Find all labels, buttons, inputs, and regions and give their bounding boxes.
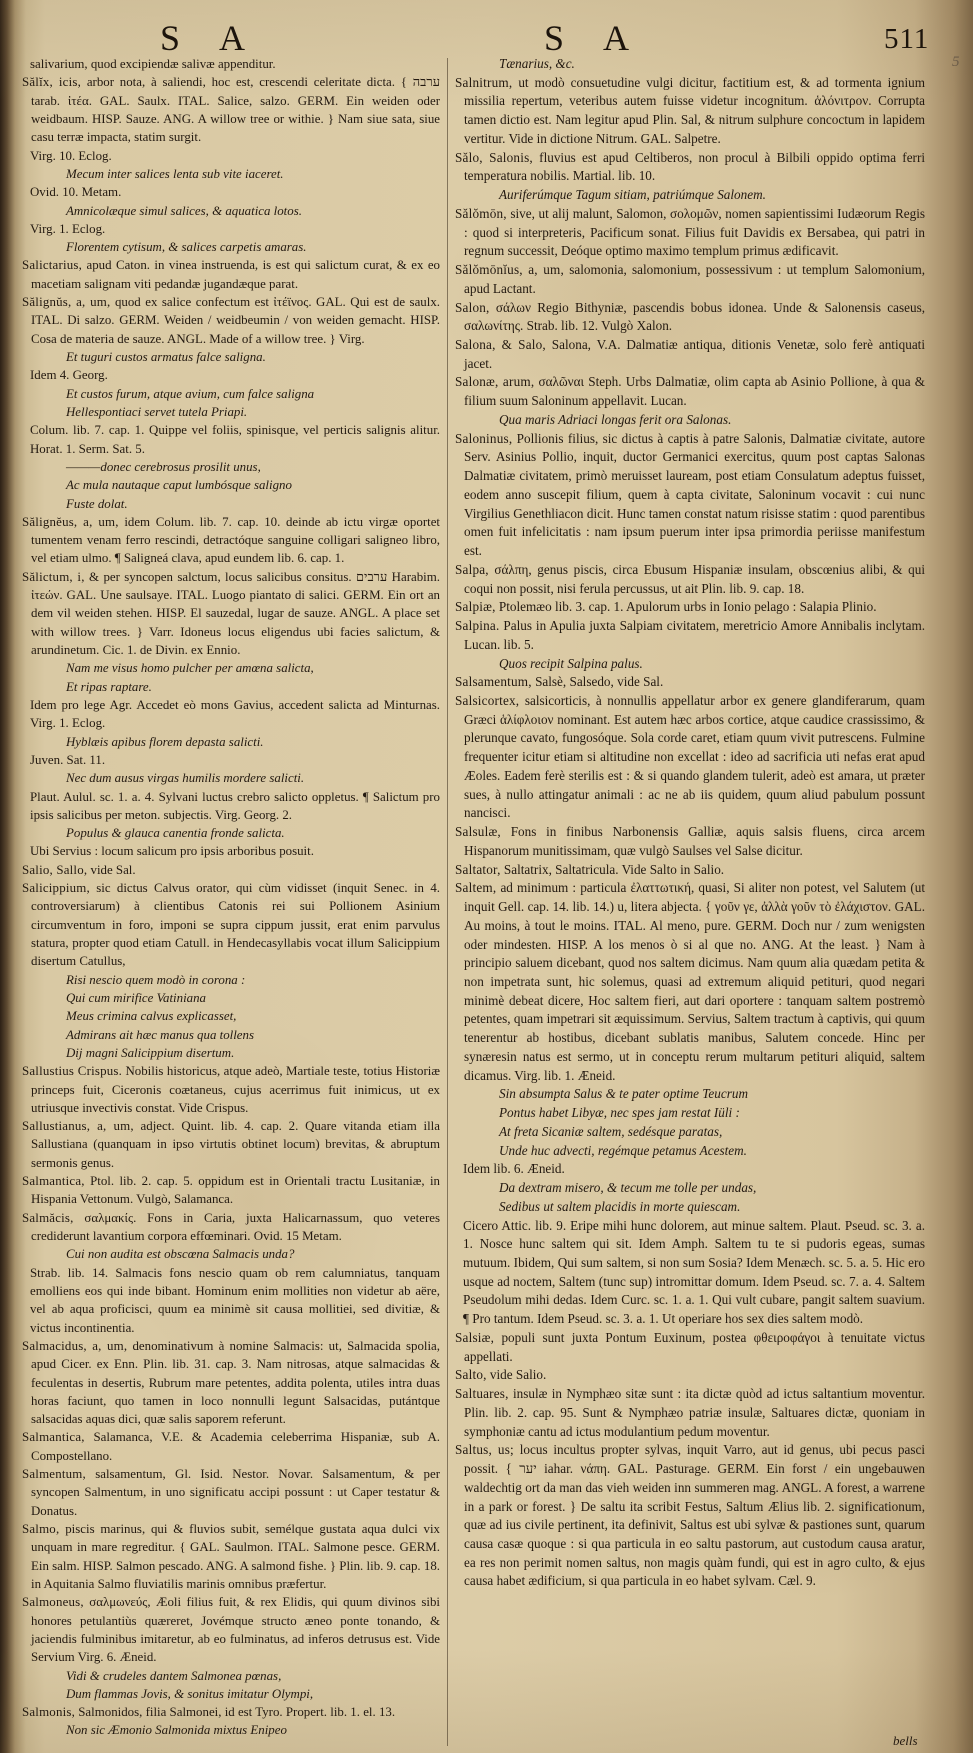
verse-quotation: Florentem cytisum, & salices carpetis amaras. (66, 240, 307, 255)
running-head-left: S A (160, 18, 262, 58)
entry-text: denominativum à nomine Salmacis: ut, Salmacida spolia, apud Cicer. ex Enn. Plin. lib. 31. cap. 3. Nam nitrosas, atque salmacidas & feculentas in desertis, Rubrum mare petentes, addita polenta, utiles intra duas horas faciunt, quo tamen in loco nonnulli legunt Salsacidas, putántque salsacidas aquas dici, quæ salis saporem referunt. (31, 1338, 440, 1427)
dictionary-entry (455, 598, 925, 617)
dictionary-entry (22, 1520, 440, 1593)
headword: Salicippium, (22, 881, 90, 896)
headword: Saloninus, (455, 430, 513, 446)
dictionary-entry (455, 205, 925, 261)
dictionary-entry (455, 1441, 925, 1591)
headword: Salonæ, arum, (455, 374, 535, 390)
headword: Salpa, (455, 561, 489, 577)
headword: Salpiæ, (455, 599, 496, 615)
dictionary-entry (455, 261, 925, 298)
citation-line: Juven. Sat. 11. (30, 752, 106, 767)
entry-text: insulæ in Nymphæo sitæ sunt : ita dictæ quòd ad ictus saltantium moventur. Plin. lib. 2. cap. 95. Sunt & Nymphæo patriæ insulæ, Saltuares dictæ, quoniam in symphoniæ cantu ad ictus modulantium pedum moventur. (464, 1386, 925, 1439)
entry-text: σάλων Regio Bithyniæ, pascendis bobus idonea. Unde & Salonensis caseus, σαλωνίτης. Strab. lib. 12. Vulgò Xalon. (464, 299, 925, 334)
verse-quotation: Fuste dolat. (66, 496, 128, 511)
headword: Salsiæ, (455, 1329, 495, 1345)
verse-quotation: Quos recipit Salpina palus. (499, 655, 643, 671)
headword: Salona, & Salo, (455, 337, 546, 353)
dictionary-entry (455, 1329, 925, 1366)
verse-quotation: Tænarius, &c. (499, 56, 575, 71)
headword: Sălignĕus, a, um, (22, 514, 119, 529)
verse-quotation: Nam me visus homo pulcher per amœna salicta, (66, 661, 314, 676)
verse-quotation: Auriferúmque Tagum sitiam, patriúmque Salonem. (499, 187, 766, 203)
dictionary-entry (22, 293, 440, 348)
verse-quotation: Ac mula nautaque caput lumbósque saligno (66, 478, 292, 493)
verse-quotation: Vidi & crudeles dantem Salmonea pœnas, (66, 1668, 282, 1683)
verse-quotation: Nec dum ausus virgas humilis mordere salicti. (66, 771, 305, 786)
entry-text: Nobilis historicus, atque adeò, Martiale teste, totius Historiæ princeps fuit, Ciceronis coætaneus, cujus acerrimus fuit inimicus, ut ex utriusque invectivis constat. Vide Crispus. (31, 1064, 440, 1115)
entry-text: Pollionis filius, sic dictus à captis à patre Salonis, Dalmatiæ civitate, autore Serv. Asinius Pollio, inquit, ductor Germanici exercitus, quum post captas Salonas Dalmatiæ civitatem, primò meruisset lauream, post etiam Consulatum adeptus fuisset, eodem anno suscepit filium, quem à capta civitate, Saloninum vocavit : cui nunc Virgilius Genethliacon dicit. Hunc tamen constat natum risisse statim : quod parentibus omen fuit infelicitatis : nam ipsum puerum inter ipsa primordia periisse manifestum est. (464, 430, 925, 559)
verse-quotation: Et custos furum, atque avium, cum falce saligna (66, 386, 315, 401)
dictionary-entry (22, 1062, 440, 1117)
entry-continuation: Cicero Attic. lib. 9. Eripe mihi hunc dolorem, aut minue saltem. Plaut. Pseud. sc. 3. a. 1. Nosce hunc saltem qui sit. Idem Amph. Saltem tu te si pudoris egeas, sumas mutuum. Ibidem, Qui sum saltem, si non sum Sosia? Idem Menæch. sc. 5. a. 5. Hic ero usque ad noctem, Saltem (tunc sup) intromittar domum. Idem Pseud. sc. 7. a. 4. Saltem Pseudolum mihi dedas. Idem Curc. sc. 1. a. 1. Qui vult cubare, pangit saltem suavium. ¶ Pro tantum. Idem Pseud. sc. 3. a. 1. Ut operiare hos sex dies saltem modò. (463, 1217, 925, 1327)
headword: Salmantica, (22, 1430, 85, 1445)
entry-text: vide Salio. (489, 1367, 547, 1383)
entry-text: & per syncopen salctum, locus salicibus consitus. ערבים Harabim. ἰτεών. GAL. Une saulsaye. ITAL. Luogo piantato di salici. GERM. Ein ort an dem vil weiden stehen. HISP. El sauzedal, lugar de sauze. ANGL. A place set with willow trees. } Varr. Idoneus locus eligendus ubi facies salictum, & arundinetum. Cic. 1. de Divin. ex Ennio. (31, 569, 440, 657)
verse-quotation: Sin absumpta Salus & te pater optime Teucrum (499, 1086, 748, 1102)
dictionary-entry (455, 1366, 925, 1385)
entry-text: Salamanca, V.E. & Academia celeberrima Hispaniæ, sub A. Compostellano. (31, 1430, 440, 1463)
verse-quotation: Hyblæis apibus florem depasta salicti. (66, 734, 264, 749)
entry-text: Salona, V.A. Dalmatiæ antiqua, ditionis Venetæ, solo ferè antiquati jacet. (464, 337, 925, 371)
entry-text: ad minimum : particula ἐλαττωτική, quasi, Si aliter non potest, vel Salutem (ut inquit Gell. cap. 14. lib. 14.) u, litera abjecta. { γοῦν γε, ἀλλὰ γοῦν τὸ ἐλάχιστον. GAL. Au moins, à tout le moins. ITAL. Al meno, pure. GERM. Doch nur / zum wenigsten oder mindesten. HISP. A los menos ò si al que no. ANG. At the least. } Nam à principio saluem dicebant, quod nos saltem dicimus. Nam quum alia quædam petita & non impetrata sunt, hic solemus, quasi ad extremum aliquid petituri, quod negari minimè debeat dicere, Hoc saltem fieri, aut dari oportere : tanquam saltem postremò petentes, quam impetrari sit æquissimum. Servius, Saltem tractum à captivis, qui quum tenerentur ab hostibus, dicebant sublatis manibus, Salutem concede. Hinc per synæresin natus est sermo, ut in conceptu rerum multarum petituri aliquid, saltem dicamus. Virg. lib. 1. Æneid. (464, 880, 925, 1083)
headword: Sălictum, i, (22, 569, 85, 584)
verse-quotation: Admirans ait hæc manus qua tollens (66, 1027, 254, 1042)
verse-quotation: Populus & glauca canentia fronde salicta. (66, 826, 285, 841)
dictionary-entry (22, 879, 440, 971)
headword: Salsulæ, (455, 824, 501, 840)
verse-quotation: Risi nescio quem modò in corona : (66, 972, 246, 987)
verse-quotation: Cui non audita est obscœna Salmacis unda? (66, 1247, 295, 1262)
dictionary-entry (22, 1209, 440, 1246)
headword: Salictarius, (22, 258, 83, 273)
dictionary-entry (455, 823, 925, 860)
entry-text: arbor nota, à saliendi, hoc est, crescendi celeritate dicta. { ערבה tarab. ἰτέα. GAL. Saulx. ITAL. Salice, salzo. GERM. Ein weiden oder weidbaum. HISP. Sauze. ANG. A willow tree or withie. } Nam siue sata, siue casu terræ impacta, statim surgit. (31, 75, 440, 145)
entry-text: fluvius est apud Celtiberos, non procul à Bilbili oppido optima ferri temperatura nobilis. Martial. lib. 10. (464, 149, 925, 184)
headword: Saltus, us; (455, 1442, 514, 1458)
verse-quotation: Meus crimina calvus explicasset, (66, 1009, 237, 1024)
headword: Sălignŭs, a, um, (22, 295, 111, 310)
entry-text: apud Caton. in vinea instruenda, is est qui salictum curat, & ex eo macetiam salignam viti pedandæ jugandæque parat. (31, 258, 440, 291)
entry-text: sive, ut alij malunt, Salomon, σολομῶν, nomen sapientissimi Iudæorum Regis : quod si interpreteris, Pacificum sonat. Filius fuit Davidis ex Bersabea, qui patri in regnum successit, Deóque optimo maximo templum primus ædificavit. (464, 205, 925, 259)
catchword: bells (893, 1733, 918, 1748)
headword: Salon, (455, 299, 490, 315)
dictionary-entry (455, 149, 925, 186)
headword: Sălŏmōnĭus, a, um, (455, 262, 564, 278)
verse-quotation: Da dextram misero, & tecum me tolle per undas, (499, 1180, 757, 1196)
entry-continuation: salivarium, quod excipiendæ salivæ appenditur. (30, 57, 276, 71)
entry-text: Fons in finibus Narbonensis Galliæ, aquis salsis fluens, circa arcem Hispanorum munitissimam, quæ vulgò Saulses vel Salse dicitur. (464, 824, 925, 858)
entry-text: Ptol. lib. 2. cap. 5. oppidum est in Orientali tractu Lusitaniæ, in Hispania Vettonum. Vulgò, Salamanca. (31, 1174, 440, 1207)
dictionary-entry (22, 73, 440, 146)
dictionary-entry (455, 430, 925, 561)
verse-quotation: Unde huc advecti, regémque petamus Acestem. (499, 1142, 747, 1158)
dictionary-entry (455, 561, 925, 598)
verse-quotation: Mecum inter salices lenta sub vite iaceret. (66, 166, 284, 181)
dictionary-entry (455, 879, 925, 1085)
dictionary-entry (455, 373, 925, 410)
dictionary-entry (22, 256, 440, 293)
verse-quotation: Non sic Æmonio Salmonida mixtus Enipeo (66, 1723, 287, 1738)
dictionary-entry (455, 299, 925, 336)
pencil-margin-mark: 5 (952, 54, 960, 70)
entry-text: σάλπη, genus piscis, circa Ebusum Hispaniæ insulam, obscœnius alibi, & qui coqui non possit, nisi ferula percussus, ut ait Plin. lib. 9. cap. 18. (464, 561, 925, 596)
dictionary-entry (455, 1385, 925, 1441)
entry-text: sic dictus Calvus orator, qui cùm vidisset (inquit Senec. in 4. controversiarum) à clientibus Catonis rei sui Pollionem Asinium circumventum in foro, imponi se supra cippum jussit, erat enim parvulus statura, propter quod etiam Catull. in Hendecasyllabis vocat illum Salicippium disertum Catullus, (31, 881, 440, 969)
dictionary-entry (22, 1117, 440, 1172)
verse-quotation: Dum flammas Jovis, & sonitus imitatur Olympi, (66, 1686, 314, 1701)
entry-text: salomonia, salomonium, possessivum : ut templum Salomonium, apud Lactant. (464, 262, 925, 296)
entry-text: Ptolemæo lib. 3. cap. 1. Apulorum urbs in Ionio pelago : Salapia Plinio. (498, 599, 877, 615)
dictionary-entry (455, 74, 925, 149)
headword: Salnitrum, (455, 74, 513, 90)
dictionary-entry (22, 1337, 440, 1429)
dictionary-entry (22, 1428, 440, 1465)
entry-text: adject. Quint. lib. 4. cap. 2. Quare vitanda etiam illa Sallustiana (quanquam in ipso virtutis obtinet locum) brevitas, & abruptum sermonis genus. (31, 1119, 440, 1170)
entry-text: salsamentum, Gl. Isid. Nestor. Novar. Salsamentum, & per syncopen Salmentum, in uno significatu accipi possunt : ut Caper testatur & Donatus. (31, 1467, 440, 1518)
dictionary-entry (455, 336, 925, 373)
entry-text: σαλῶναι Steph. Urbs Dalmatiæ, olim capta ab Asinio Pollione, à qua & filium suum Saloninum appellavit. Lucan. (464, 374, 925, 409)
headword: Salto, (455, 1367, 487, 1383)
headword: Salpina. (455, 618, 500, 634)
verse-quotation: ———donec cerebrosus prosilit unus, (66, 459, 261, 474)
headword: Sallustianus, a, um, (22, 1119, 134, 1134)
entry-continuation: Ubi Servius : locum salicum pro ipsis arboribus posuit. (30, 844, 314, 859)
headword: Salmacidus, a, um, (22, 1338, 128, 1353)
headword: Salmăcis, (22, 1210, 74, 1225)
citation-line: Idem 4. Georg. (30, 368, 108, 383)
entry-text: vide Sal. (90, 862, 136, 877)
running-head-right: S A (544, 18, 646, 58)
entry-text: piscis marinus, qui & fluvios subit, semélque gustata aqua dulci vix unquam in mare regreditur. { GAL. Saulmon. ITAL. Salmone pesce. GERM. Ein salm. HISP. Salmon pescado. ANG. A salmond fishe. } Plin. lib. 9. cap. 18. in Aquitania Salmo fluviatilis marinis omnibus præfertur. (31, 1522, 440, 1591)
headword: Salsicortex, (455, 692, 520, 708)
verse-quotation: Et tuguri custos armatus falce saligna. (66, 350, 266, 364)
headword: Saltator, (455, 861, 501, 877)
entry-continuation: Strab. lib. 14. Salmacis fons nescio quam ob rem calumniatus, tanquam emolliens eos qui inde bibant. Hominum enim mollities non videtur ab aëre, vel ab aqua proficisci, quum ea minimè sit causa mollitiei, sed divitiæ, & victus incontinentia. (30, 1265, 440, 1335)
verse-quotation: Dij magni Salicippium disertum. (66, 1045, 235, 1060)
verse-quotation: At freta Sicaniæ saltem, sedésque paratas, (499, 1123, 723, 1139)
entry-continuation: Idem pro lege Agr. Accedet eò mons Gavius, accedent salicta ad Minturnas. Virg. 1. Eclog. (30, 697, 440, 731)
dictionary-entry (22, 1703, 440, 1721)
verse-quotation: Amnicolæque simul salices, & aquatica lotos. (66, 203, 302, 218)
column-rule (447, 58, 448, 1746)
entry-text: Salsè, Salsedo, vide Sal. (535, 674, 664, 690)
entry-text: σαλμωνεύς, Æoli filius fuit, & rex Elidis, qui quum divinos sibi honores petulantiùs quæreret, Jovémque structo æneo ponte tonando, & jaciendis fulminibus imitaretur, ab eo fulminatus, ad inferos detrusus est. Vide Servium Virg. 6. Æneid. (31, 1595, 440, 1665)
headword: Salmo, (22, 1522, 60, 1536)
dictionary-entry (455, 617, 925, 654)
dictionary-entry (455, 861, 925, 880)
dictionary-entry (22, 1593, 440, 1666)
entry-text: idem Colum. lib. 7. cap. 10. deinde ab ictu virgæ oportet tumentem venam ferro rescindi, detractóque sanguine colligari saligneo libro, vel etiam ulmo. ¶ Saligneá clava, apud eundem lib. 6. cap. 1. (31, 514, 440, 566)
dictionary-entry (455, 673, 925, 692)
dictionary-entry (22, 1172, 440, 1209)
dictionary-entry (22, 861, 440, 879)
entry-text: salsicorticis, à nonnullis appellatur arbor ex genere glandiferarum, quam Græci ἁλίφλοιον nominant. Est autem hæc arbos cortice, atque caudice crassissimo, & plerunque cavato, fungosóque. Sola corde caret, etiam quum vivit putrescens. Fulmine frequenter icitur etiam si altitudine non excellat : ideo ad sacrificia uti nefas erat apud Æoles. Eadem ferè sterilis est : & si quando glandem tulerit, adeò est amara, ut præter sues, à nullo attingatur animali : ac ne ab iis quidem, quum aliud pabulum possunt nancisci. (464, 692, 925, 821)
entry-text: ut modò consuetudine vulgi dicitur, factitium est, & ad tormenta ignium missilia repertum, veteribus autem fuisse videtur incognitum. ἁλόνιτρον. Corrupta tamen dictio est. Nam legitur apud Plin. Sal, & nitrum sulphure concoctum in lapidem vertitur. Vide in dictione Nitrum. GAL. Salpetre. (464, 74, 925, 146)
dictionary-entry (22, 1465, 440, 1520)
dictionary-entry (22, 568, 440, 660)
headword: Salio, Sallo, (22, 862, 88, 877)
entry-text: quod ex salice confectum est ἰτέϊνος. GAL. Qui est de saulx. ITAL. Di salzo. GERM. Weiden / weidbeumin / von weiden gemacht. HISP. Cosa de materia de sauze. ANGL. Made of a willow tree. } Virg. (31, 295, 440, 346)
dictionary-entry (455, 692, 925, 823)
page-number: 511 (884, 23, 930, 55)
verse-quotation: Hellespontiaci servet tutela Priapi. (66, 404, 248, 419)
verse-quotation: Pontus habet Libyæ, nec spes jam restat Iüli : (499, 1105, 740, 1121)
headword: Sălĭx, icis, (22, 75, 82, 90)
headword: Salmoneus, (22, 1595, 84, 1610)
verse-quotation: Sedibus ut saltem placidis in morte quiescam. (499, 1198, 741, 1214)
entry-continuation: Colum. lib. 7. cap. 1. Quippe vel foliis, spinisque, vel perticis salignis alitur. Horat. 1. Serm. Sat. 5. (30, 423, 440, 456)
citation-line: Idem lib. 6. Æneid. (463, 1161, 565, 1177)
entry-text: Palus in Apulia juxta Salpiam civitatem, meretricio Amore Annibalis inclytam. Lucan. lib. 5. (464, 618, 925, 652)
entry-text: populi sunt juxta Pontum Euxinum, postea φθειροφάγοι à tenuitate victus appellati. (464, 1329, 925, 1364)
headword: Sălo, Salonis, (455, 149, 533, 165)
verse-quotation: Qui cum mirifice Vatiniana (66, 990, 206, 1005)
citation-line: Virg. 10. Eclog. (30, 148, 112, 163)
citation-line: Virg. 1. Eclog. (30, 221, 106, 236)
entry-text: Salmonidos, filia Salmonei, id est Tyro. Propert. lib. 1. el. 13. (78, 1705, 396, 1720)
dictionary-entry (22, 513, 440, 568)
entry-text: Saltatrix, Saltatricula. Vide Salto in Salio. (503, 861, 725, 877)
headword: Saltem, (455, 880, 497, 896)
headword: Salmantica, (22, 1174, 85, 1189)
headword: Saltuares, (455, 1386, 509, 1402)
headword: Salmentum, (22, 1467, 86, 1482)
right-column (455, 55, 925, 1733)
entry-text: σαλμακίς. Fons in Caria, juxta Halicarnassum, quo veteres crediderunt lavantium corpora effœminari. Ovid. 15 Metam. (31, 1210, 440, 1243)
verse-quotation: Et ripas raptare. (66, 679, 152, 694)
headword: Sallustius Crispus. (22, 1064, 123, 1079)
headword: Sălŏmōn, (455, 205, 507, 221)
headword: Salsamentum, (455, 674, 532, 690)
entry-text: locus incultus propter sylvas, inquit Varro, aut id genus, ubi pecus pasci possit. { יער iahar. νάπη. GAL. Pasturage. GERM. Ein forst / ein ungebauwen waldechtig ort da man das vieh weiden inn summeren mag. ANGL. A forest, a warrene in a park or forest. } De saltu ita scribit Festus, Saltum Ælius lib. 2. significationum, quæ ad ius civile pertinent, ita definivit, Saltus est ubi sylvæ & pastiones sunt, quarum causa casæ quoque : si qua particula in eo saltu pastorum, aut custodum causa aratur, ea res non perimit nomen saltus, non magis quàm fundi, qui est in agro culto, & ejus causa habet ædificium, si qua particula in eo habet sylvam. Cæl. 9. (464, 1442, 925, 1589)
entry-continuation: Plaut. Aulul. sc. 1. a. 4. Sylvani luctus crebro salicto oppletus. ¶ Salictum pro ipsis salicibus per meton. subjectis. Virg. Georg. 2. (30, 789, 440, 822)
headword: Salmonis, (22, 1705, 76, 1720)
citation-line: Ovid. 10. Metam. (30, 185, 122, 200)
verse-quotation: Qua maris Adriaci longas ferit ora Salonas. (499, 411, 732, 427)
left-column (22, 55, 440, 1749)
